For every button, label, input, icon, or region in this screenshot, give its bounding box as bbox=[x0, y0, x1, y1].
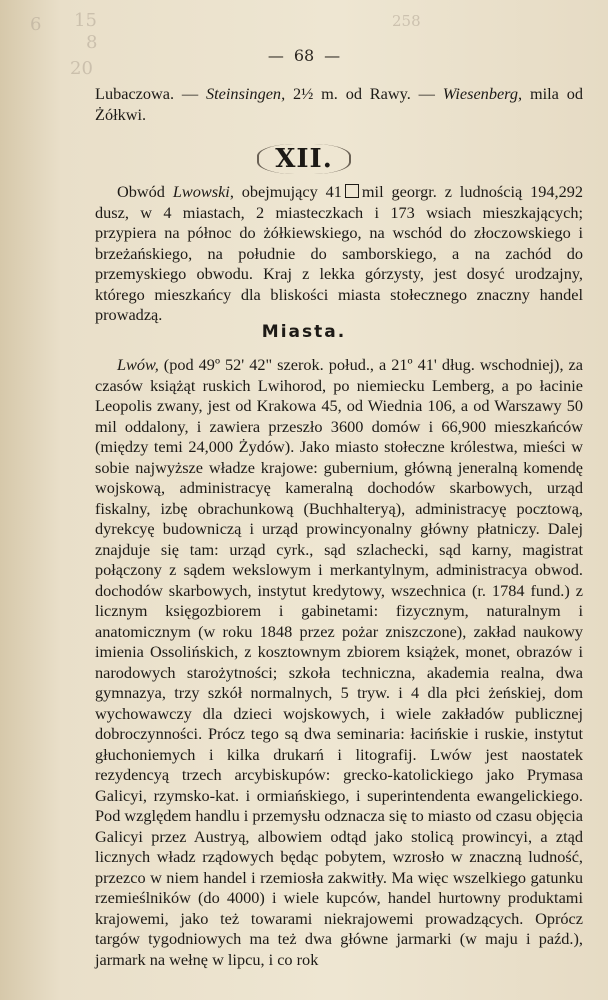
text-run: , obejmujący 41 bbox=[229, 182, 342, 201]
text-run: Lubaczowa. — bbox=[95, 84, 207, 103]
text-run: Obwód bbox=[117, 182, 173, 201]
district-name: Lwowski bbox=[172, 182, 230, 201]
pencil-number: 8 bbox=[86, 32, 98, 53]
opening-paragraph bbox=[95, 84, 583, 125]
text-run: mila od Żółkwi. bbox=[95, 84, 583, 124]
section-heading: Miasta. bbox=[261, 322, 347, 342]
square-symbol-icon bbox=[345, 184, 359, 198]
district-paragraph bbox=[95, 182, 583, 326]
pencil-number: 15 bbox=[74, 10, 97, 31]
pencil-annotation bbox=[30, 10, 108, 80]
pencil-number: 6 bbox=[30, 14, 42, 35]
dash-left: — bbox=[267, 46, 284, 65]
place-name: Wiesenberg, bbox=[442, 84, 523, 103]
dash-right: — bbox=[324, 46, 341, 65]
pencil-number: 20 bbox=[70, 58, 93, 79]
page-number-header bbox=[0, 46, 608, 65]
place-name: Steinsingen, bbox=[206, 84, 286, 103]
text-run: (pod 49º 52' 42" szerok. połud., a 21º 41' dług. wschodniej), za czasów książąt ruskich Lwihorod, po niemiecku Lemberg, a po łacinie Leopolis zwany, jest od Krakowa 45, od Wiednia 106, a od Warszawy 50 mil oddalony, i zawiera przeszło 3600 domów i 66,900 mieszkańców (między temi 24,000 Żydów). Jako miasto stołeczne królestwa, mieści w sobie najwyższe władze krajowe: gubernium, główną jeneralną komendę wojskową, administracyę kameralną dochodów skarbowych, urząd fiskalny, izbę obrachunkową (Buchhalteryą), administracyę pocztową, dyrekcyę budowniczą i urząd prowincyonalny główny płatniczy. Dalej znajduje się tam: urząd cyrk., sąd szlachecki, sąd karny, magistrat połączony z sądem wekslowym i merkantylnym, administracya obwod. dochodów skarbowych, instytut kredytowy, wszechnica (r. 1784 fund.) z licznym księgozbiorem i gabinetami: fizycznym, naturalnym i anatomicznym (w roku 1848 przez pożar zniszczone), zakład naukowy imienia Ossolińskich, z kosztownym zbiorem książek, monet, obrazów i narodowych starożytności; szkoła techniczna, akademia realna, dwa gymnazya, trzy szkół normalnych, 5 tryw. i 4 dla płci żeńskiej, dom wychowawczy dla dzieci wojskowych, i wiele zakładów publicznej dobroczynności. Prócz tego są dwa seminaria: łacińskie i ruskie, instytut głuchoniemych i kilka drukarń i litografij. Lwów jest naostatek rezydencyą trzech arcybiskupów: grecko-katolickiego jako Prymasa Galicyi, rzymsko-kat. i ormiańskiego, i superintendenta ewangelickiego. Pod względem handlu i przemysłu odznacza się to miasto od czasu objęcia Galicyi przez Austryą, albowiem odtąd jako stolicą prowincyi, a ztąd licznych władz rządowych będąc pobytem, wzrosło w znaczną ludność, przezco w niem handel i rzemiosła zakwitły. Ma więc wszelkiego gatunku rzemieślników (do 4000) i wiele kupców, handel hurtowny produktami krajowemi, jako też towarami niekrajowemi prowadzących. Oprócz targów tygodniowych ma też dwa główne jarmarki (w maju i paźd.), jarmark na wełnę w lipcu, i co rok bbox=[95, 355, 583, 969]
text-run: 2½ m. od Rawy. — bbox=[285, 84, 443, 103]
text-run: mil georgr. z ludnością 194,292 dusz, w 4 miastach, 2 miasteczkach i 173 wsiach mieszkających; przypiera na północ do żółkiewskiego, na wschód do złoczowskiego i brzeżańskiego, na południe do samborskiego, a na zachód do przemyskiego obwodu. Kraj z lekka górzysty, jest dosyć urodzajny, którego mieszkańcy dla bliskości miasta stołecznego znaczny handel prowadzą. bbox=[95, 182, 583, 324]
section-number bbox=[0, 144, 608, 174]
city-name: Lwów, bbox=[117, 355, 159, 374]
pencil-annotation-right: 258 bbox=[392, 12, 421, 30]
section-roman-numeral: XII. bbox=[257, 144, 351, 174]
page-number: 68 bbox=[293, 46, 315, 65]
city-paragraph bbox=[95, 355, 583, 970]
